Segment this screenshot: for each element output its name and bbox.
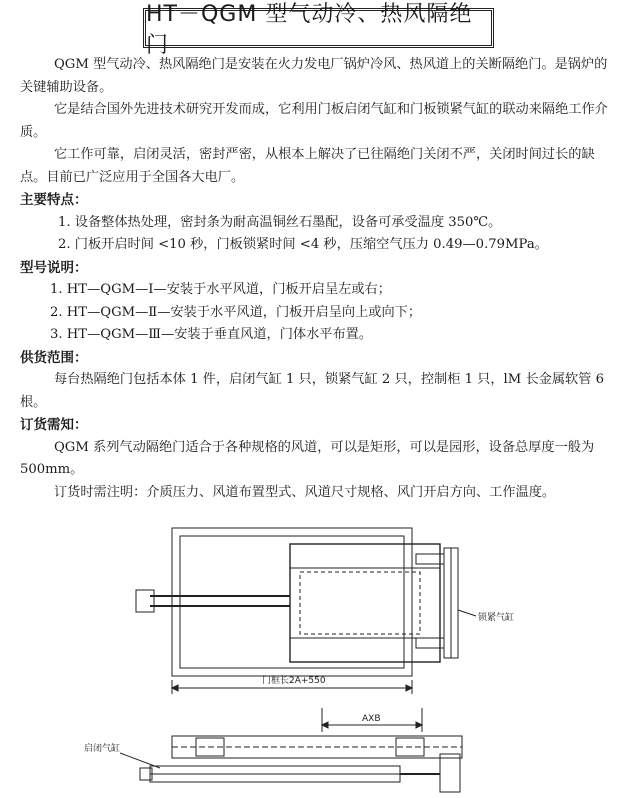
page-title: HT－QGM 型气动冷、热风隔绝门 (143, 8, 494, 48)
model-item: 2. HT—QGM—Ⅱ—安装于水平风道，门板开启呈向上或向下； (50, 304, 422, 320)
intro-paragraph-1: QGM 型气动冷、热风隔绝门是安装在火力发电厂锅炉冷风、热风道上的关断隔绝门。是锅炉的关键辅助设备。 (20, 57, 608, 95)
features-heading: 主要特点： (20, 192, 88, 208)
ordering-paragraph-1: QGM 系列气动隔绝门适合于各种规格的风道，可以是矩形，可以是园形，设备总厚度一般为 500mm。 (20, 439, 595, 477)
ordering-heading: 订货需知： (20, 417, 88, 433)
feature-item: 2. 门板开启时间 <10 秒，门板锁紧时间 <4 秒，压缩空气压力 0.49—0.79MPa。 (58, 237, 548, 252)
model-item: 3. HT—QGM—Ⅲ—安装于垂直风道，门体水平布置。 (50, 327, 373, 342)
door-frame (172, 528, 412, 676)
supply-heading: 供货范围： (20, 349, 88, 366)
label-lock-cylinder: 锁紧气缸 (478, 613, 515, 623)
body-text (20, 54, 620, 504)
label-open-cylinder: 启闭气缸 (84, 744, 121, 754)
door-panel (290, 544, 440, 662)
section-mount (440, 754, 460, 792)
supply-text: 每台热隔绝门包括本体 1 件，启闭气缸 1 只，锁紧气缸 2 只，控制柜 1 只，lM 长金属软管 6 根。 (20, 372, 604, 410)
rod-end (136, 590, 154, 612)
intro-paragraph-2: 它是结合国外先进技术研究开发而成，它利用门板启闭气缸和门板锁紧气缸的联动来隔绝工作介质。 (20, 102, 608, 140)
intro-paragraph-3: 它工作可靠，启闭灵活，密封严密，从根本上解决了已往隔绝门关闭不严，关闭时间过长的缺点。目前已广泛应用于全国各大电厂。 (20, 147, 595, 185)
door-frame-inner (180, 536, 404, 668)
model-item: 1. HT—QGM—Ⅰ—安装于水平风道，门板开启呈左或右； (50, 282, 391, 297)
ordering-paragraph-2: 订货时需注明：介质压力、风道布置型式、风道尺寸规格、风门开启方向、工作温度。 (54, 484, 556, 500)
label-axb: AXB (362, 714, 381, 724)
feature-item: 1. 设备整体热处理，密封条为耐高温铜丝石墨配，设备可承受温度 350℃。 (58, 214, 502, 230)
technical-drawing (0, 510, 632, 798)
models-heading: 型号说明： (20, 259, 88, 276)
label-frame-length: 门框长2A+550 (262, 676, 326, 686)
